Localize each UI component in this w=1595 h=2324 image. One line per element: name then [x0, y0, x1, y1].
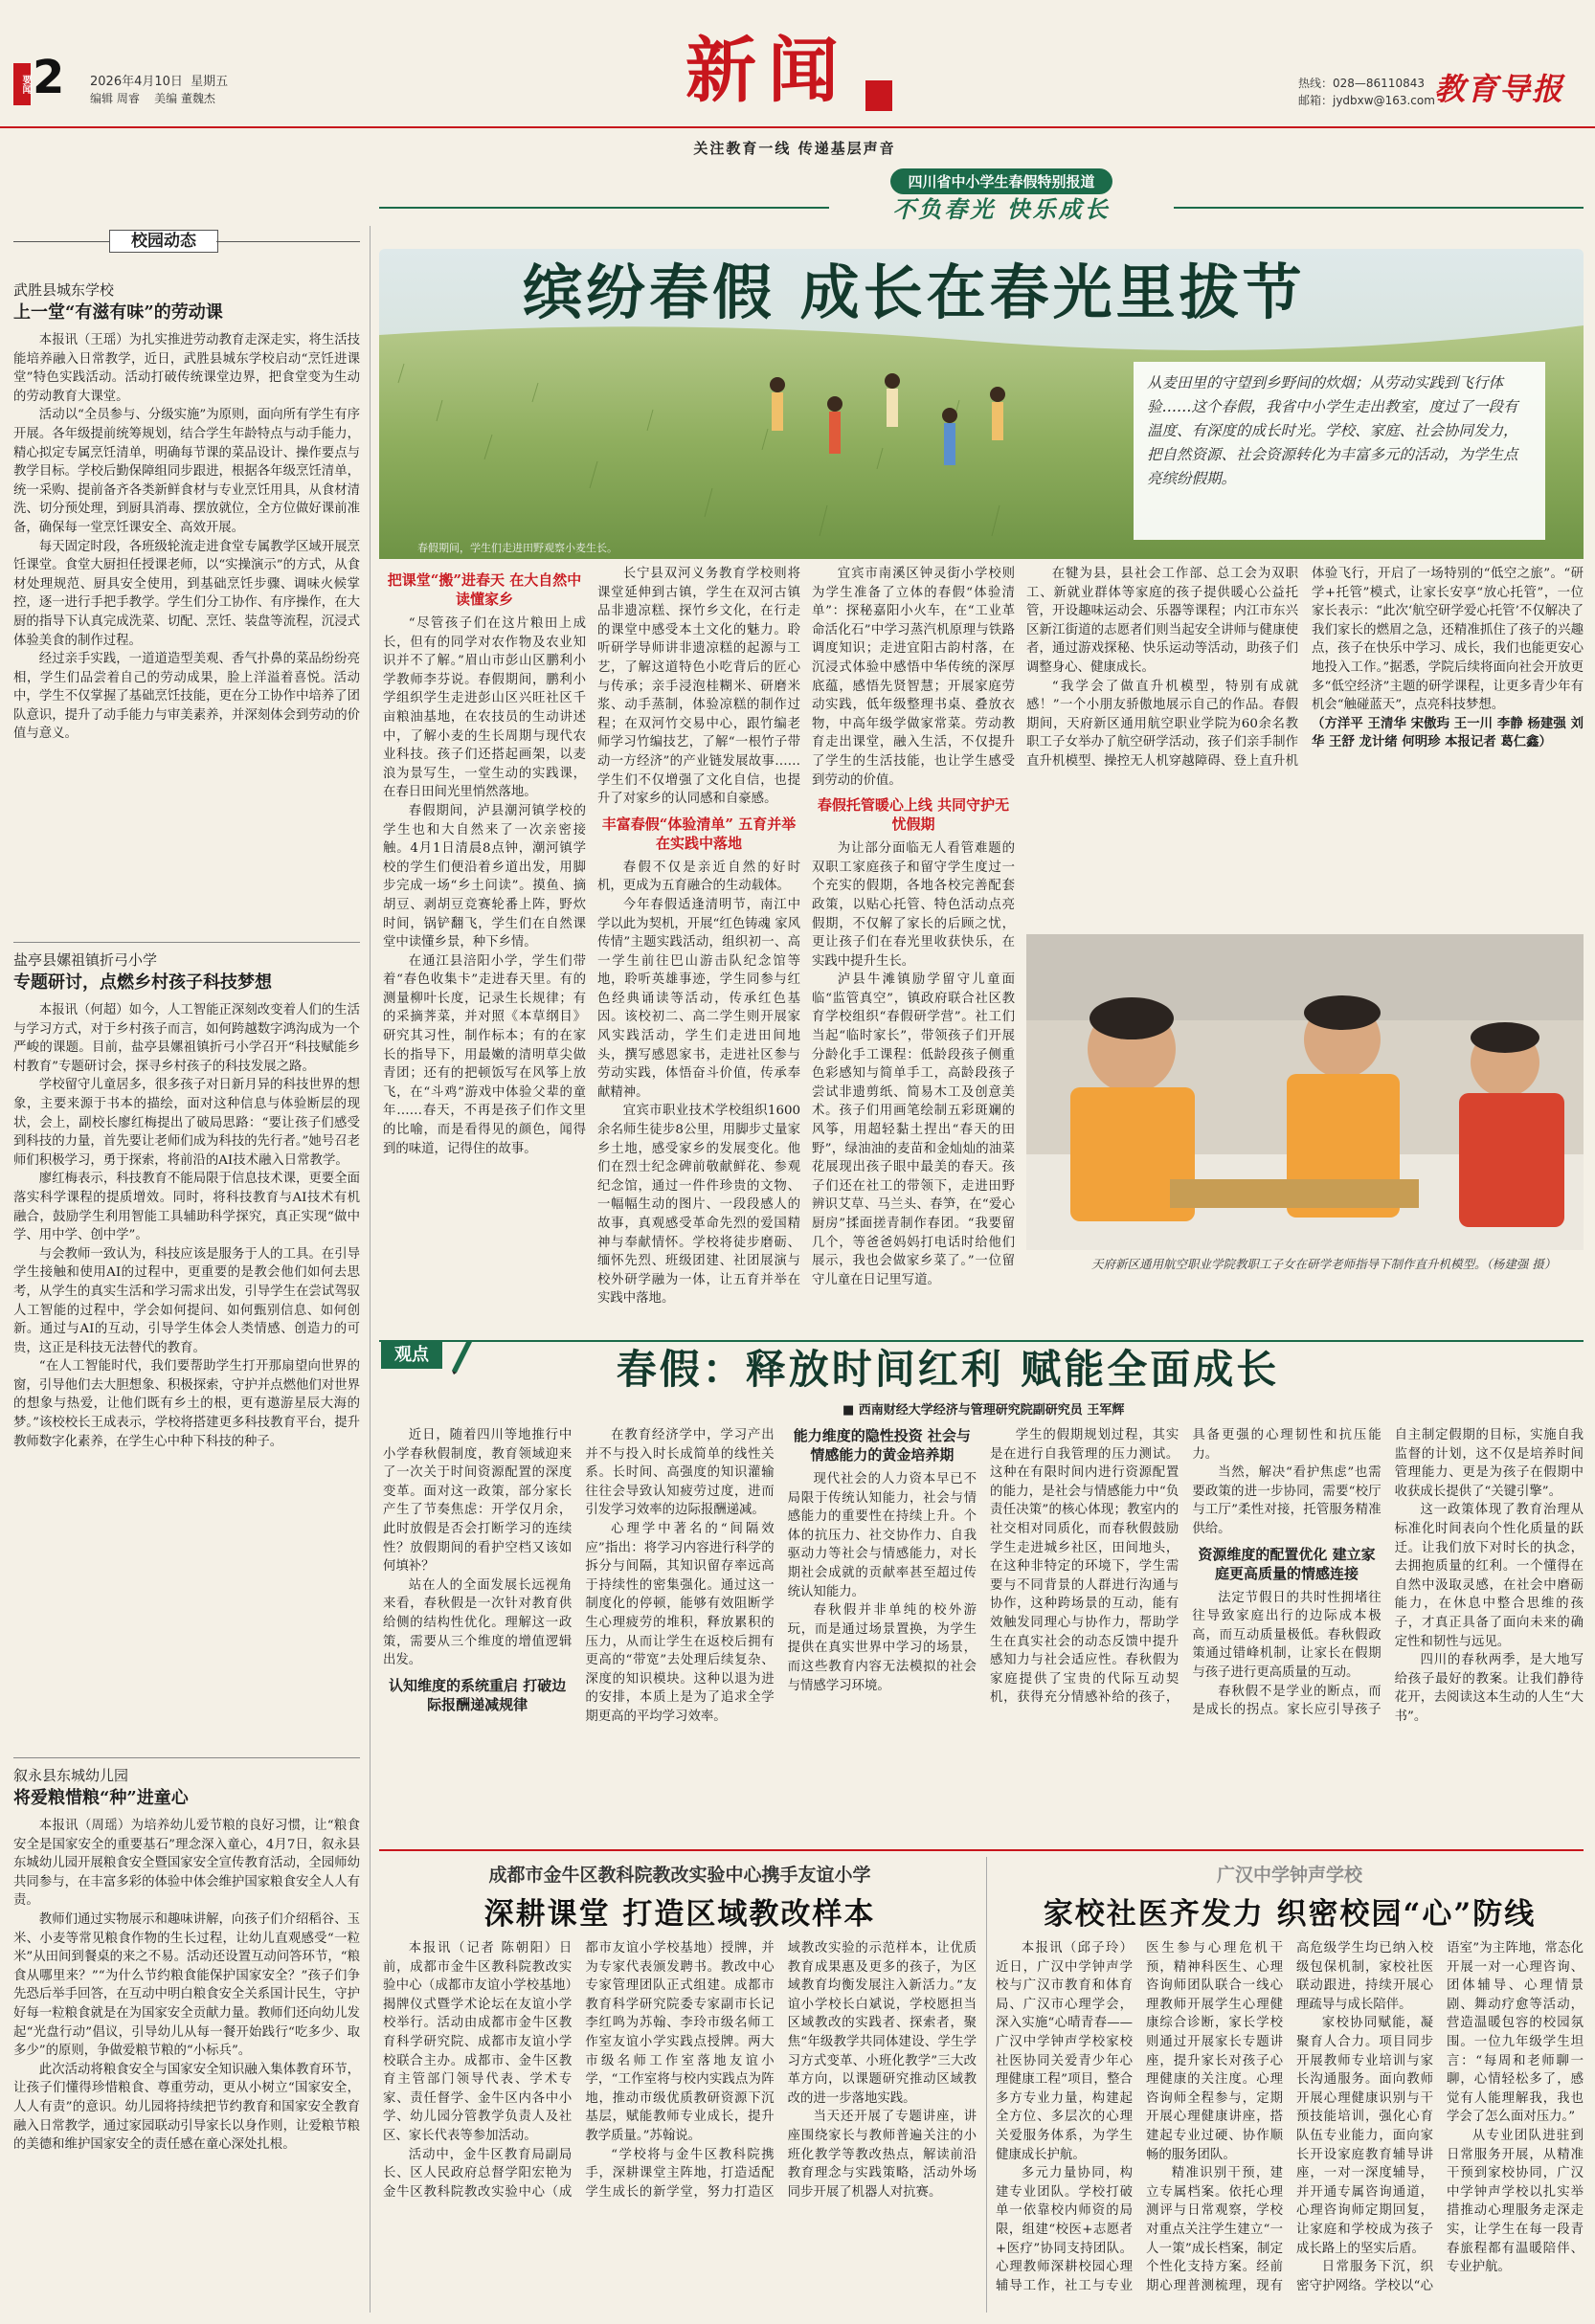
section-heading: 能力维度的隐性投资 社会与情感能力的黄金培养期	[793, 1427, 971, 1464]
series-slogan: 不负春光 快乐成长	[829, 195, 1174, 224]
issue-date: 2026年4月10日 星期五	[90, 75, 229, 89]
byline: （方洋平 王清华 宋傲玙 王一川 李静 杨建强 刘华 王舒 龙计绪 何明珍 本报记者 葛仁鑫）	[1312, 715, 1584, 750]
paragraph: 现代社会的人力资本早已不局限于传统认知能力，社会与情感能力的重要性在持续上升。个体的抗压力、社交协作力、自我驱动力等社会与情感能力，对长期社会成就的贡献率甚至超过传统认知能力。	[787, 1472, 977, 1599]
opinion-author: ■ 西南财经大学经济与管理研究院副研究员 王军辉	[842, 1403, 1125, 1418]
article-school: 武胜县城东学校	[13, 281, 115, 299]
paragraph: 四川的春秋两季，是大地写给孩子最好的教案。让我们静待花开，去阅读这本生动的人生“大书”。	[1394, 1653, 1584, 1724]
paragraph: 教师们通过实物展示和趣味讲解，向孩子们介绍稻谷、玉米、小麦等常见粮食作物的生长过程，让幼儿直观感受“一粒米”从田间到餐桌的来之不易。活动还设置互动问答环节，“粮食从哪里来？”“为什么节约粮食能保护国家安全？”孩子们争先恐后举手回答，在互动中明白粮食安全关系国计民生，守护好每一粒粮食就是在为国家安全贡献力量。教师们还向幼儿发起“光盘行动”倡议，引导幼儿从每一餐开始践行“吃多少、取多少”的原则，争做爱粮节粮的“小标兵”。	[13, 1911, 360, 2059]
seal-stamp	[865, 80, 892, 111]
workshop-photo	[1026, 934, 1584, 1250]
feature-col-4	[1026, 565, 1584, 919]
photo1-caption: 春假期间，学生们走进田野观察小麦生长。	[417, 542, 618, 554]
bottom-divider	[379, 1849, 1584, 1851]
paragraph: 宜宾市职业技术学校组织1600余名师生徒步8公里，用脚步丈量家乡土地，感受家乡的发展变化。他们在烈士纪念碑前敬献鲜花、参观纪念馆，通过一件件珍贵的文物、一幅幅生动的图片、一段段感人的故事，真观感受革命先烈的爱国精神与奉献情怀。学校将徒步磨砺、缅怀先烈、班级团建、社团展演与校外研学融为一体，让五育并举在实践中落地。	[597, 1104, 800, 1307]
paragraph: 在犍为县，县社会工作部、总工会为双职工、新就业群体等家庭的孩子提供暖心公益托管，开设趣味运动会、乐器等课程；内江市东兴区新江街道的志愿者们则当起安全讲师与健康使者，通过游戏探秘、快乐运动等活动，助孩子们调整身心、健康成长。	[1026, 567, 1298, 675]
paragraph: 活动中，金牛区教育局副局长、区人民政府总督学阳宏艳为金牛区教科院教改实验中心（成都市友谊小学校基地）授牌，并为专家代表颁发聘书。教改中心专家管理团队正式组建。成都市教育科学研究院委专家副市长记李红鸣为苏翰、李玲市级名师工作室友谊小学实践点授牌。两大市级名师工作室落地友谊小学，“工作室将与校内实践点为阵地，推动市级优质教研资源下沉基层，赋能教师专业成长，提升教学质量。”苏翰说。	[383, 1941, 775, 2200]
section-slogan: 关注教育一线 传递基层声音	[693, 140, 896, 157]
article-title: 上一堂“有滋有味”的劳动课	[13, 302, 223, 323]
paragraph: “我学会了做直升机模型，特别有成就感！”一个小朋友骄傲地展示自己的作品。春假期间，天府新区通用航空职业学院为60余名教职工子女举办了航空研学活动，孩子们亲手制作直升机模型、操控无人机穿越障碍、登上直升机体验飞行，开启了一场特别的“低空之旅”。“研学+托管”模式，让家长安享“放心托管”，一位家长表示：“此次‘航空研学爱心托管’不仅解决了我们家长的燃眉之急，还精准抓住了孩子的兴趣点，孩子在快乐中学习、成长，我们也能更安心地投入工作。”据悉，学院后续将面向社会开放更多“低空经济”主题的研学课程，让更多青少年有机会“触碰蓝天”，点亮科技梦想。	[1026, 567, 1584, 769]
paragraph: 学校留守儿童居多，很多孩子对日新月异的科技世界的想象，主要来源于书本的描绘，面对这种信息与体验断层的现状，会上，副校长廖红梅提出了破局思路：“要让孩子们感受到科技的力量，首先要让老师们成为科技的先行者。”她号召老师们积极学习，勇于探索，将前沿的AI技术融入日常教学。	[13, 1078, 360, 1168]
pen-icon	[446, 1336, 475, 1374]
article-school: 盐亭县嫘祖镇折弓小学	[13, 951, 158, 969]
paragraph: 今年春假适逢清明节，南江中学以此为契机，开展“红色铸魂 家风传情”主题实践活动，组织初一、高一学生前往巴山游击队纪念馆等地，聆听英雄事迹，学生同参与红色经典诵读等活动，传承红色基因。该校初二、高二学生则开展家风实践活动，学生们走进田间地头，撰写感恩家书，走进社区参与劳动实践，体悟奋斗价值，传承奉献精神。	[597, 897, 800, 1100]
paragraph: 近日，随着四川等地推行中小学春秋假制度，教育领域迎来了一次关于时间资源配置的深度变革。面对这一政策，部分家长产生了节奏焦虑：开学仅月余，此时放假是否会打断学习的连续性？放假期间的看护空档又该如何填补？	[383, 1428, 573, 1575]
masthead-rule	[0, 126, 1595, 128]
masthead	[0, 0, 1595, 157]
email: 邮箱：jydbxw@163.com	[1298, 94, 1435, 107]
paragraph: 与会教师一致认为，科技应该是服务于人的工具。在引导学生接触和使用AI的过程中，更重要的是教会他们如何去思考，从学生的真实生活和学习需求出发，引导学生在尝试驾驭人工智能的过程中，学会如何提问、如何甄别信息、如何创新。通过与AI的互动，引导学生体会人类情感、创造力的可贵，这正是科技无法替代的教育。	[13, 1246, 360, 1355]
feature-intro: 从麦田里的守望到乡野间的炊烟；从劳动实践到飞行体验……这个春假，我省中小学生走出教室，度过了一段有温度、有深度的成长时光。学校、家庭、社会协同发力，把自然资源、社会资源转化为丰富多元的活动，为学生点亮缤纷假期。	[1134, 362, 1545, 540]
photo2-caption: 天府新区通用航空职业学院教职工子女在研学老师指导下制作直升机模型。（杨建强 摄）	[1091, 1257, 1557, 1271]
divider	[13, 942, 360, 943]
hotline: 热线：028—86110843	[1298, 77, 1425, 90]
sidebar-article-3	[13, 1765, 360, 2313]
sidebar-column-label: 校园动态	[13, 230, 360, 253]
paragraph: 从专业团队进驻到日常服务开展，从精准干预到家校协同，广汉中学钟声学校以扎实举措推动心理服务走深走实，让学生在每一段青春旅程都有温暖陪伴、专业护航。	[1447, 2128, 1584, 2275]
section-heading: 资源维度的配置优化 建立家庭更高质量的情感连接	[1198, 1545, 1376, 1582]
opinion-label: 观点	[381, 1342, 442, 1369]
bottom-right-body	[996, 1939, 1584, 2313]
paragraph: 心理学中著名的“间隔效应”指出：将学习内容进行科学的拆分与间隔，其知识留存率远高于持续性的密集强化。通过这一制度化的停顿，能够有效阻断学生心理疲劳的堆积，释放累积的压力，从而让学生在返校后拥有更高的“带宽”去处理后续复杂、深度的知识模块。这种以退为进的安排，本质上是为了追求全学期更高的平均学习效率。	[585, 1521, 775, 1724]
paragraph: 这一政策体现了教育治理从标准化时间表向个性化质量的跃迁。让我们放下对时长的执念，去拥抱质量的红利。一个懂得在自然中汲取灵感，在社会中磨砺能力，在休息中整合思维的孩子，才真正具备了面向未来的确定性和韧性与远见。	[1394, 1503, 1584, 1649]
photo2	[1026, 934, 1584, 1250]
paragraph: 在通江县涪阳小学，学生们带着“春色收集卡”走进春天里。有的测量柳叶长度，记录生长规律；有的采摘荠菜，并对照《本草纲目》研究其习性，制作标本；有的在家长的指导下，用最嫩的清明草尖做青团；还有的把顿饭写在风筝上放飞，在“斗鸡”游戏中体验父辈的童年……春天，不再是孩子们作文里的比喻，而是看得见的颜色，闻得到的味道，记得住的故事。	[383, 953, 586, 1156]
paragraph: 活动以“全员参与、分级实施”为原则，面向所有学生有序开展。各年级提前统筹规划，结合学生年龄特点与动手能力，精心拟定专属烹饪清单，明确每节课的菜品设计、操作要点与教学目标。学校后勤保障组同步跟进，根据各年级烹饪清单，统一采购、提前备齐各类新鲜食材与专业烹饪用具，从食材清洗、切分预处理，到厨具消毒、摆放就位，全方位做好课前准备，确保每一堂烹饪课安全、高效开展。	[13, 408, 360, 535]
paragraph: 长宁县双河义务教育学校则将课堂延伸到古镇，学生在双河古镇品非遗凉糕、探竹乡文化，在行走的课堂中感受本土文化的魅力。聆听研学导师讲非遗凉糕的起源与工艺，了解这道特色小吃背后的匠心与传承；亲手浸泡桂糊米、研磨米浆、动手蒸制，体验凉糕的制作过程；在双河竹交易中心，跟竹编老师学习竹编技艺，了解“一根竹子带动一方经济”的产业链发展故事……学生们不仅增强了文化自信，也提升了对家乡的认同感和自豪感。	[597, 567, 800, 807]
page-tag: 要闻	[13, 63, 31, 105]
hero-photo	[379, 249, 1584, 559]
paragraph: 为让部分面临无人看管难题的双职工家庭孩子和留守学生度过一个充实的假期，各地各校完善配套政策，以贴心托管、特色活动点亮假期，不仅解了家长的后顾之忧，更让孩子们在春光里收获快乐，在实践中提升生长。	[812, 841, 1015, 969]
series-label: 四川省中小学生春假特别报道	[890, 168, 1112, 194]
section-heading: 把课堂“搬”进春天 在大自然中读懂家乡	[387, 571, 582, 608]
paragraph: 多元力量协同，构建专业团队。学校打破单一依靠校内师资的局限，组建“校医+志愿者+医疗”协同支持团队。心理教师深耕校园心理辅导工作，社工与专业医生参与心理危机干预，精神科医生、心理咨询师团队联合一线心理教师开展学生心理健康综合诊断，家长学校则通过开展家长专题讲座，提升家长对孩子心理健康的关注度。心理咨询师全程参与，定期开展心理健康讲座，搭建起专业过硬、协作顺畅的服务团队。	[996, 1941, 1283, 2293]
section-title: 新闻	[685, 30, 850, 112]
section-heading: 丰富春假“体验清单” 五育并举在实践中落地	[601, 815, 797, 852]
paragraph: 春假期间，泸县潮河镇学校的学生也和大自然来了一次亲密接触。4月1日清晨8点钟，潮河镇学校的学生们便沿着乡道出发，用脚步完成一场“乡土问读”。摸鱼、摘胡豆、剥胡豆竞赛轮番上阵，野炊时间，锅铲翻飞，学生们在自然课堂中读懂乡景，种下乡情。	[383, 803, 586, 950]
opinion-top-rule	[379, 1340, 1584, 1342]
paragraph: 本报讯（邱子玲）近日，广汉中学钟声学校与广汉市教育和体育局、广汉市心理学会，深入实施“心晴青春——广汉中学钟声学校家校社医协同关爱青少年心理健康工程”项目，整合多方专业力量，构建起全方位、多层次的心理关爱服务体系，为学生健康成长护航。	[996, 1941, 1133, 2162]
bottom-left-headline: 深耕课堂 打造区域教改样本	[483, 1897, 876, 1932]
opinion-headline: 春假：释放时间红利 赋能全面成长	[616, 1346, 1280, 1393]
paper-name-logo: 教育导报	[1434, 71, 1565, 107]
editor-credit: 编辑 周睿 美编 董魏杰	[90, 92, 215, 105]
feature-headline: 缤纷春假 成长在春光里拔节	[523, 257, 1306, 327]
paragraph: 本报讯（周瑶）为培养幼儿爱节粮的良好习惯，让“粮食安全是国家安全的重要基石”理念深入童心，4月7日，叙永县东城幼儿园开展粮食安全暨国家安全宣传教育活动，全园师幼共同参与，在丰富多彩的体验中体会维护国家粮食安全人人有责。	[13, 1819, 360, 1909]
paragraph: 当天还开展了专题讲座，讲座围绕家长与教师普遍关注的小班化教学等教改热点，解读前沿教育理念与实践策略，活动外场同步开展了机器人对抗赛。	[787, 2110, 977, 2200]
bottom-col-separator	[986, 1857, 987, 2313]
paragraph: “学校将与金牛区教科院携手，深耕课堂主阵地，打造适配学生成长的新学堂，努力打造区域教改实验的示范样本，让优质教育成果惠及更多的孩子，为区域教育均衡发展注入新活力。”友谊小学校长白斌说，学校愿担当区域教改的实践者、探索者，聚焦“年级教学共同体建设、学生学习方式变革、小班化教学”三大改革方向，以课题研究推动区域教改的进一步落地实践。	[585, 1941, 977, 2200]
paragraph: 泸县牛滩镇励学留守儿童面临“监管真空”，镇政府联合社区教育学校组织“春假研学营”。社工们当起“临时家长”，带领孩子们开展分龄化手工课程：低龄段孩子侧重色彩感知与简单手工，高龄段孩子尝试非遗剪纸、简易木工及创意美术。孩子们用画笔绘制五彩斑斓的风筝，用超轻黏土捏出“春天的田野”，绿油油的麦苗和金灿灿的油菜花展现出孩子眼中最美的春天。孩子们还在社工的带领下，走进田野辨识艾草、马兰头、春笋，在“爱心厨房”揉面搓青制作春团。“我要留几个，等爸爸妈妈打电话时给他们展示，我也会做家乡菜了。”一位留守儿童在日记里写道。	[812, 972, 1015, 1287]
paragraph: 每天固定时段，各班级轮流走进食堂专属教学区域开展烹饪课堂。食堂大厨担任授课老师，以“实操演示”的方式，从食材处理规范、厨具安全使用，到基础烹饪步骤、调味火候掌控，逐一进行手把手教学。学生们分工协作、有序操作，在大厨的指导下认真完成洗菜、切配、烹饪、装盘等流程，沉浸式体验美食的制作过程。	[13, 539, 360, 648]
article-title: 将爱粮惜粮“种”进童心	[13, 1788, 189, 1808]
paragraph: 经过亲手实践，一道道造型美观、香气扑鼻的菜品纷纷亮相，学生们品尝着自己的劳动成果，脸上洋溢着喜悦。活动中，学生不仅掌握了基础烹饪技能，更在分工协作中培养了团队意识，提升了动手能力与审美素养，并深刻体会到劳动的价值与意义。	[13, 652, 360, 742]
paragraph: 春假不仅是亲近自然的好时机，更成为五育融合的生动载体。	[597, 860, 800, 894]
paragraph: “尽管孩子们在这片粮田上成长，但有的同学对农作物及农业知识并不了解。”眉山市彭山区鹏利小学教师李芬说。春假期间，鹏利小学组织学生走进彭山区兴旺社区千亩粮油基地，在农技员的生动讲述中，了解小麦的生长周期与现代农业科技。孩子们还搭起画架，以麦浪为景写生，一堂生动的实践课，在春日田间光里悄然落地。	[383, 616, 586, 800]
paragraph: 在教育经济学中，学习产出并不与投入时长成简单的线性关系。长时间、高强度的知识灌输往往会导致认知疲劳过度，进而引发学习效率的边际报酬递减。	[585, 1428, 775, 1518]
paragraph: 宜宾市南溪区钟灵街小学校则为学生准备了立体的春假“体验清单”：探秘嘉阳小火车，在“工业革命活化石”中学习蒸汽机原理与铁路调度知识；走进宜阳古韵村落，在沉浸式体验中感悟中华传统的深厚底蕴，感悟先贤智慧；开展家庭劳动实践，低年级整理书桌、叠放衣物，中高年级学做家常菜。劳动教育走出课堂，融入生活，不仅提升了学生的生活技能，也让学生感受到劳动的价值。	[812, 567, 1015, 788]
paragraph: 站在人的全面发展长远视角来看，春秋假是一次针对教育供给侧的结构性优化。理解这一政策，需要从三个维度的增值逻辑出发。	[383, 1577, 573, 1668]
bottom-right-headline: 家校社医齐发力 织密校园“心”防线	[1043, 1897, 1537, 1932]
paragraph: 本报讯（记者 陈朝阳）日前，成都市金牛区教科院教改实验中心（成都市友谊小学校基地）揭牌仪式暨学术论坛在友谊小学校举行。活动由成都市金牛区教育科学研究院、成都市友谊小学校联合主办。成都市、金牛区教育主管部门领导代表、学术专家、责任督学、金牛区内各中小学、幼儿园分管教学负责人及社区、家长代表等参加活动。	[383, 1941, 573, 2143]
section-heading: 春假托管暖心上线 共同守护无忧假期	[817, 796, 1010, 834]
paragraph: 法定节假日的共时性拥堵往往导致家庭出行的边际成本极高，而互动质量极低。春秋假政策通过错峰机制，让家长在假期与孩子进行更高质量的互动。	[1192, 1590, 1382, 1680]
page-number: 2	[33, 51, 65, 104]
paragraph: 春秋假不是学业的断点，而是成长的拐点。家长应引导孩子自主制定假期的目标，实施自我监督的计划，这不仅是培养时间管理能力、更是为孩子在假期中收获成长提供了“关键引擎”。	[1192, 1428, 1584, 1718]
bottom-left-body	[383, 1939, 977, 2313]
paragraph: 日常服务下沉，织密守护网络。学校以“心语室”为主阵地，常态化开展一对一心理咨询、团体辅导、心理情景剧、舞动疗愈等活动，营造温暖包容的校园氛围。一位九年级学生坦言：“每周和老师聊一聊，心情轻松多了，感觉有人能理解我，我也学会了怎么面对压力。”	[1296, 1941, 1584, 2293]
paragraph: 此次活动将粮食安全与国家安全知识融入集体教育环节，让孩子们懂得珍惜粮食、尊重劳动，更从小树立“国家安全，人人有责”的意识。幼儿园将持续把节约教育和国家安全教育融入日常教学，通过家园联动引导家长以身作则，让爱粮节粮的美德和维护国家安全的责任感在童心深处扎根。	[13, 2062, 360, 2153]
bottom-left-kicker: 成都市金牛区教科院教改实验中心携手友谊小学	[488, 1865, 871, 1886]
paragraph: 廖红梅表示，科技教育不能局限于信息技术课，更要全面落实科学课程的提质增效。同时，将科技教育与AI技术有机融合，鼓励学生利用智能工具辅助科学探究，真正实现“做中学、用中学、创中学”。	[13, 1172, 360, 1243]
paragraph: “在人工智能时代，我们要帮助学生打开那扇望向世界的窗，引导他们去大胆想象、积极探索，守护并点燃他们对世界的想象与热爱，让他们既有乡土的根，更有遨游星辰大海的梦。”该校校长王成表示，学校将搭建更多科技教育平台，提升教师数字化素养，在学生心中种下科技的种子。	[13, 1359, 360, 1449]
paragraph: 学生的假期规划过程，其实是在进行自我管理的压力测试。这种在有限时间内进行资源配置的能力，是社会与情感能力中“负责任决策”的核心体现；教室内的社交相对同质化，而春秋假鼓励学生走进城乡社区，田间地头，在这种非特定的环境下，学生需要与不同背景的人群进行沟通与协作，这种跨场景的互动，能有效触发同理心与协作力，帮助学生在真实社会的动态反馈中提升感知力与社会适应性。春秋假为家庭提供了宝贵的代际互动契机，获得充分情感补给的孩子，具备更强的心理韧性和抗压能力。	[989, 1428, 1382, 1706]
paragraph: 当然，解决“看护焦虑”也需要政策的进一步协同，需要“校厅与工厅”柔性对接，托管服务精准供给。	[1192, 1465, 1382, 1536]
opinion-body	[383, 1426, 1584, 1840]
divider	[13, 1757, 360, 1758]
article-school: 叙永县东城幼儿园	[13, 1767, 129, 1784]
paragraph: 精准识别干预，建立专属档案。依托心理测评与日常观察，学校对重点关注学生建立“一人一策”成长档案，制定个性化支持方案。经前期心理普测梳理，现有高危级学生均已纳入校级包保机制，家校社医联动跟进，持续开展心理疏导与成长陪伴。	[1146, 1941, 1433, 2293]
sidebar-article-2	[13, 950, 360, 1754]
paragraph: 本报讯（王瑶）为扎实推进劳动教育走深走实，将生活技能培养融入日常教学，近日，武胜县城东学校启动“烹饪进课堂”特色实践活动。活动打破传统课堂边界，把食堂变为生动的劳动教育大课堂。	[13, 333, 360, 404]
paragraph: 春秋假并非单纯的校外游玩，而是通过场景置换，为学生提供在真实世界中学习的场景，而这些教育内容无法模拟的社会与情感学习环境。	[787, 1603, 977, 1693]
section-heading: 认知维度的系统重启 打破边际报酬递减规律	[389, 1676, 567, 1713]
paragraph: 本报讯（何超）如今，人工智能正深刻改变着人们的生活与学习方式，对于乡村孩子而言，如何跨越数字鸿沟成为一个严峻的课题。目前，盐亭县嫘祖镇折弓小学召开“科技赋能乡村教育”专题研讨会，探寻乡村孩子的科技发展之路。	[13, 1003, 360, 1074]
feature-series-banner	[379, 168, 1584, 224]
paragraph: 家校协同赋能，凝聚育人合力。项目同步开展教师专业培训与家长沟通服务。面向教师开展心理健康识别与干预技能培训，强化心育队伍专业能力，面向家长开设家庭教育辅导讲座，一对一深度辅导，并开通专属咨询通道，心理咨询师定期回复，让家庭和学校成为孩子成长路上的坚实后盾。	[1296, 2016, 1433, 2256]
article-title: 专题研讨，点燃乡村孩子科技梦想	[13, 972, 272, 993]
sidebar-separator	[370, 226, 371, 2313]
bottom-right-kicker: 广汉中学钟声学校	[1216, 1865, 1362, 1886]
sidebar-article-1	[13, 279, 360, 940]
